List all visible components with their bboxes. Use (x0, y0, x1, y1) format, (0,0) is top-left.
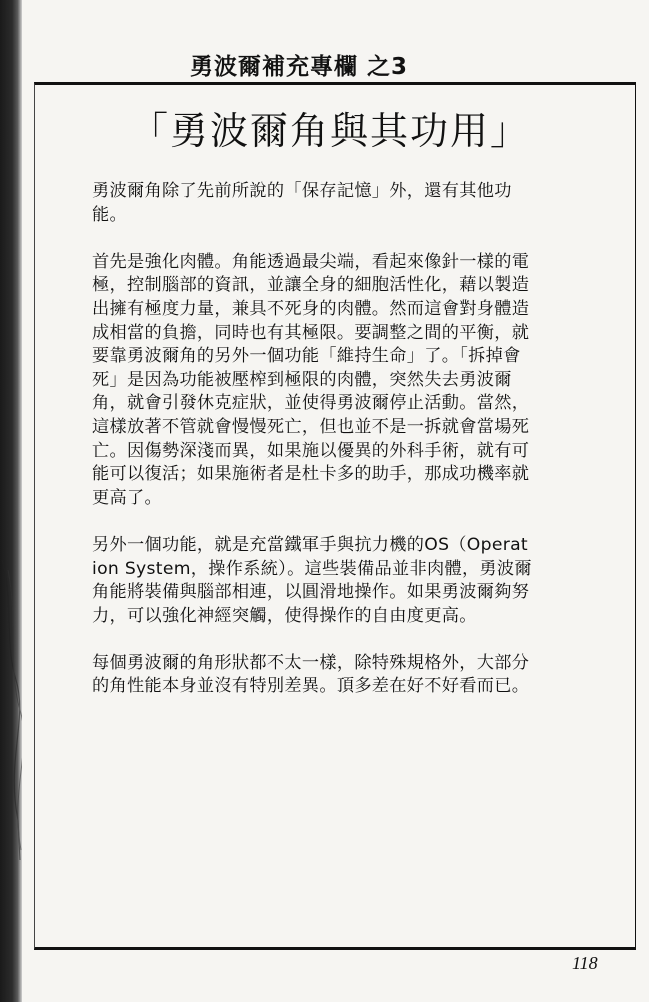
column-body (92, 180, 532, 723)
column-title: 勇波爾補充專欄 之3 (190, 54, 409, 80)
adjacent-page-art (0, 560, 22, 860)
page-number: 118 (572, 953, 598, 973)
paragraph-2: 首先是強化肉體。角能透過最尖端，看起來像針一樣的電極，控制腦部的資訊，並讓全身的細胞活性化，藉以製造出擁有極度力量，兼具不死身的肉體。然而這會對身體造成相當的負擔，同時也有其極限。要調整之間的平衡，就要靠勇波爾角的另外一個功能「維持生命」了。「拆掉會死」是因為功能被壓榨到極限的肉體，突然失去勇波爾角，就會引發休克症狀，並使得勇波爾停止活動。當然，這樣放著不管就會慢慢死亡，但也並不是一拆就會當場死亡。因傷勢深淺而異，如果施以優異的外科手術，就有可能可以復活；如果施術者是杜卡多的助手，那成功機率就更高了。 (92, 251, 530, 508)
paragraph-3: 另外一個功能，就是充當鐵軍手與抗力機的OS（Operation System，操作系統）。這些裝備品並非肉體，勇波爾角能將裝備與腦部相連，以圓滑地操作。如果勇波爾夠努力，可以強化神經突觸，使得操作的自由度更高。 (92, 534, 532, 626)
column-heading: 「勇波爾角與其功用」 (129, 109, 530, 153)
paragraph-1: 勇波爾角除了先前所說的「保存記憶」外，還有其他功能。 (92, 181, 512, 225)
paragraph-4: 每個勇波爾的角形狀都不太一樣，除特殊規格外，大部分的角性能本身並沒有特別差異。頂多差在好不好看而已。 (92, 652, 530, 697)
